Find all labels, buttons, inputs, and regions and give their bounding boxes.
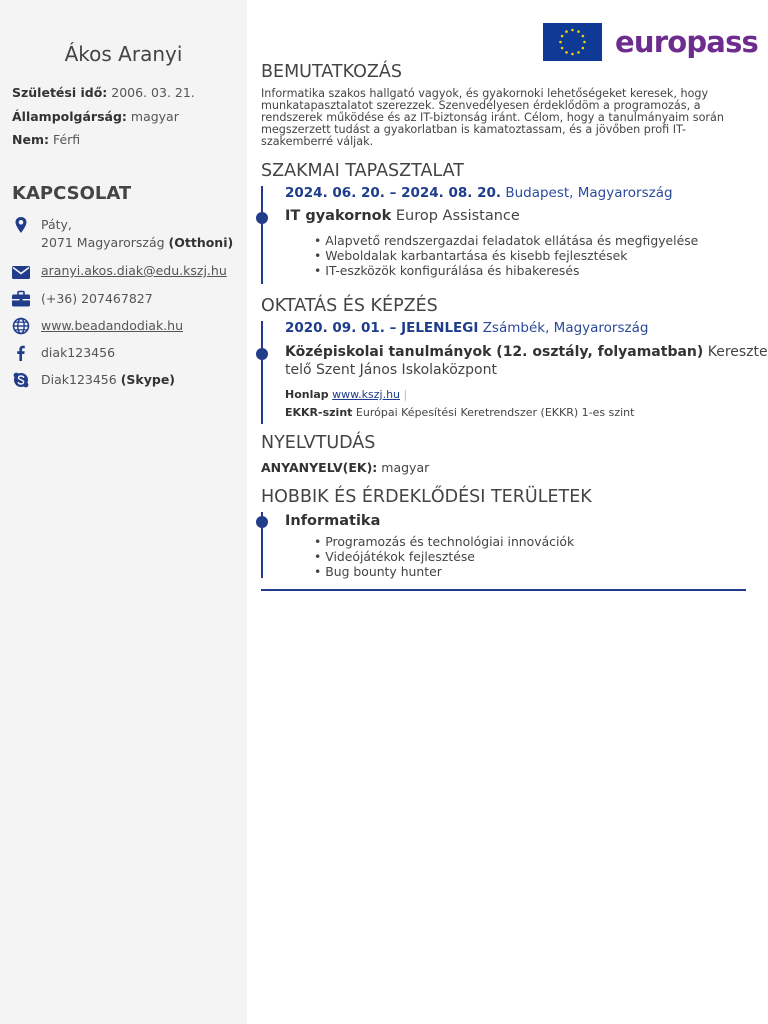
timeline-dot — [256, 516, 268, 528]
homepage-link[interactable]: www.kszj.hu — [332, 388, 401, 401]
gender: Nem: Férfi — [12, 132, 81, 147]
europass-brand: europass — [615, 25, 758, 59]
experience-role: IT gyakornok Europ Assistance — [285, 208, 520, 224]
sidebar: Ákos Aranyi Születési idő: 2006. 03. 21. Állampolgárság: magyar Nem: Férfi KAPCSOLAT Páty, 2071 Magyarország (Otthoni) aranyi.akos.diak@edu.kszj.hu (+36) 207467827 www.beadandodiak.hu diak123456 Diak123456 (Skype) — [0, 0, 247, 1024]
list-item: • Videójátékok fejlesztése — [314, 549, 574, 564]
skype-icon — [11, 371, 31, 389]
education-timeline — [261, 321, 263, 424]
intro-text: Informatika szakos hallgató vagyok, és gyakornoki lehetőségeket keresek, hogy munkatapasztalatot szerezzek. Szenvedélyesen érdeklődöm a programozás, a rendszerek működése és az IT-biztonság iránt. Célom, hogy a tanulmányaim során megszerzett tudást a gyakorlatban is kamatoztassam, és a jövőben profi IT-szakemberré váljak. — [261, 87, 724, 148]
education-heading: OKTATÁS ÉS KÉPZÉS — [261, 296, 438, 316]
location-pin-icon — [11, 216, 31, 234]
experience-timeline — [261, 186, 263, 284]
list-item: • Bug bounty hunter — [314, 564, 574, 579]
experience-heading: SZAKMAI TAPASZTALAT — [261, 161, 464, 181]
timeline-dot — [256, 212, 268, 224]
list-item: • Programozás és technológiai innovációk — [314, 534, 574, 549]
birth-date: Születési idő: 2006. 03. 21. — [12, 85, 195, 100]
native-language: ANYANYELV(EK): magyar — [261, 460, 430, 475]
hobbies-heading: HOBBIK ÉS ÉRDEKLŐDÉSI TERÜLETEK — [261, 487, 592, 507]
eu-stars-icon — [543, 23, 602, 61]
globe-icon — [11, 317, 31, 335]
intro-heading: BEMUTATKOZÁS — [261, 62, 402, 82]
list-item: • Weboldalak karbantartása és kisebb fejlesztések — [314, 248, 698, 263]
contact-heading: KAPCSOLAT — [12, 183, 132, 204]
education-date: 2020. 09. 01. – JELENLEGI Zsámbék, Magyarország — [285, 320, 649, 336]
experience-date: 2024. 06. 20. – 2024. 08. 20. Budapest, Magyarország — [285, 185, 673, 201]
skype-handle: Diak123456 — [41, 372, 117, 387]
education-school: telő Szent János Iskolaközpont — [285, 362, 497, 378]
hobby-title: Informatika — [285, 513, 381, 529]
education-title: Középiskolai tanulmányok (12. osztály, folyamatban) Kereszte — [285, 344, 768, 360]
envelope-icon — [11, 263, 31, 281]
education-homepage: Honlap www.kszj.hu | — [285, 388, 408, 401]
facebook-icon — [11, 344, 31, 362]
person-name: Ákos Aranyi — [64, 42, 183, 66]
email-link[interactable]: aranyi.akos.diak@edu.kszj.hu — [41, 263, 227, 278]
briefcase-icon — [11, 290, 31, 308]
list-item: • Alapvető rendszergazdai feladatok ellátása és megfigyelése — [314, 233, 698, 248]
language-heading: NYELVTUDÁS — [261, 433, 376, 453]
list-item: • IT-eszközök konfigurálása és hibakeresés — [314, 263, 698, 278]
experience-list — [314, 233, 698, 278]
citizenship: Állampolgárság: magyar — [12, 109, 179, 124]
facebook-handle: diak123456 — [41, 345, 116, 360]
section-divider — [261, 589, 746, 591]
website-link[interactable]: www.beadandodiak.hu — [41, 318, 184, 333]
eu-flag-logo — [543, 23, 602, 61]
timeline-dot — [256, 348, 268, 360]
hobbies-list — [314, 534, 574, 579]
education-ekkr: EKKR-szint Európai Képesítési Keretrendszer (EKKR) 1-es szint — [285, 406, 635, 419]
phone-number: (+36) 207467827 — [41, 291, 153, 306]
